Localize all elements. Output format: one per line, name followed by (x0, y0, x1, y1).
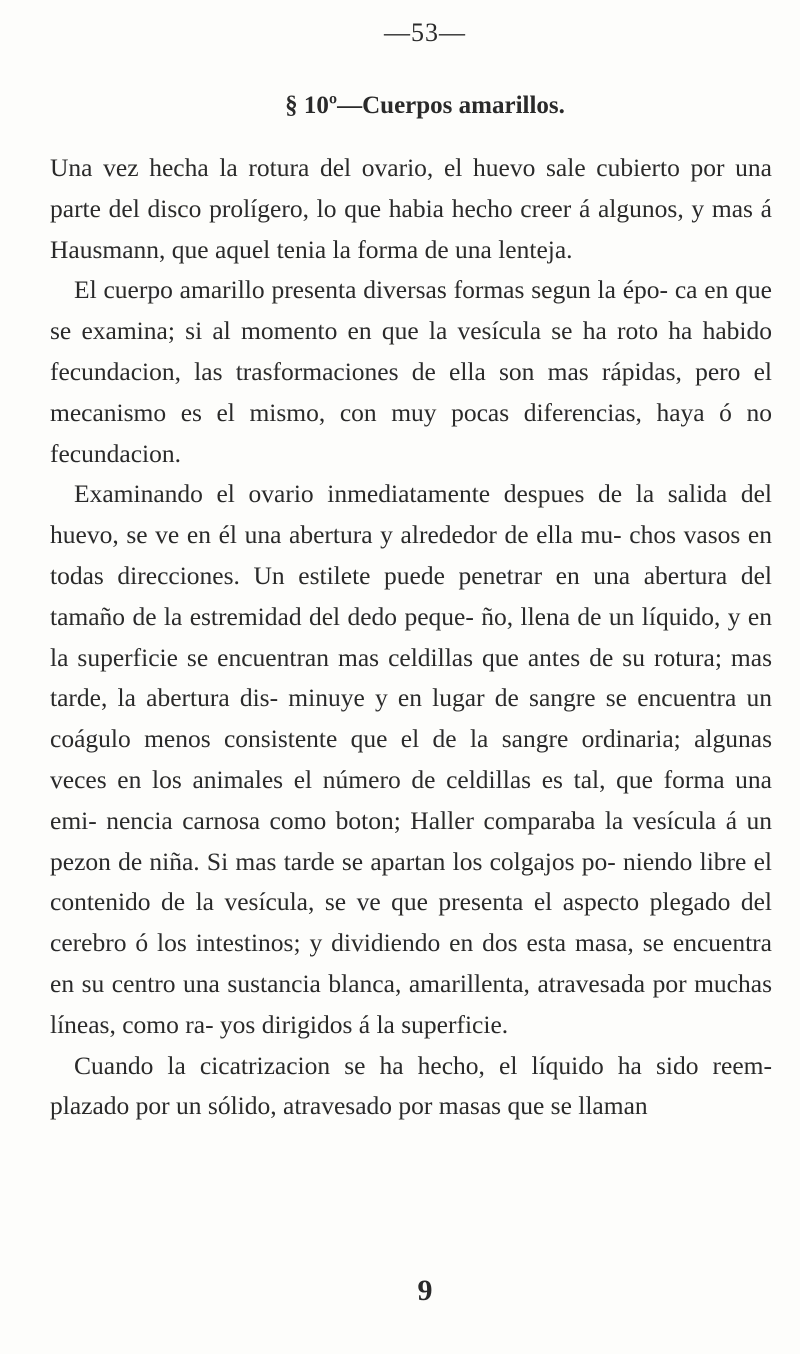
body-text (50, 148, 772, 1127)
paragraph-2: El cuerpo amarillo presenta diversas formas segun la épo- ca en que se examina; si al momento en que la vesícula se ha roto ha habido fecundacion, las trasformaciones de ella son mas rápidas, pero el mecanismo es el mismo, con muy pocas diferencias, haya ó no fecundacion. (50, 275, 772, 468)
signature-mark: 9 (417, 1274, 433, 1307)
paragraph-4: Cuando la cicatrizacion se ha hecho, el líquido ha sido reem- plazado por un sólido, atravesado por masas que se llaman (50, 1050, 772, 1121)
page-number: —53— (384, 18, 466, 47)
paragraph-1: Una vez hecha la rotura del ovario, el huevo sale cubierto por una parte del disco prolígero, lo que habia hecho creer á algunos, y mas á Hausmann, que aquel tenia la forma de una lenteja. (50, 153, 772, 264)
section-heading: § 10º—Cuerpos amarillos. (285, 92, 565, 119)
paragraph-3: Examinando el ovario inmediatamente despues de la salida del huevo, se ve en él una abertura y alrededor de ella mu- chos vasos en todas direcciones. Un estilete puede penetrar en una abertura del tamaño de la estremidad del dedo peque- ño, llena de un líquido, y en la superficie se encuentran mas celdillas que antes de su rotura; mas tarde, la abertura dis- minuye y en lugar de sangre se encuentra un coágulo menos consistente que el de la sangre ordinaria; algunas veces en los animales el número de celdillas es tal, que forma una emi- nencia carnosa como boton; Haller comparaba la vesícula á un pezon de niña. Si mas tarde se apartan los colgajos po- niendo libre el contenido de la vesícula, se ve que presenta el aspecto plegado del cerebro ó los intestinos; y dividiendo en dos esta masa, se encuentra en su centro una sustancia blanca, amarillenta, atravesada por muchas líneas, como ra- yos dirigidos á la superficie. (50, 479, 772, 1039)
